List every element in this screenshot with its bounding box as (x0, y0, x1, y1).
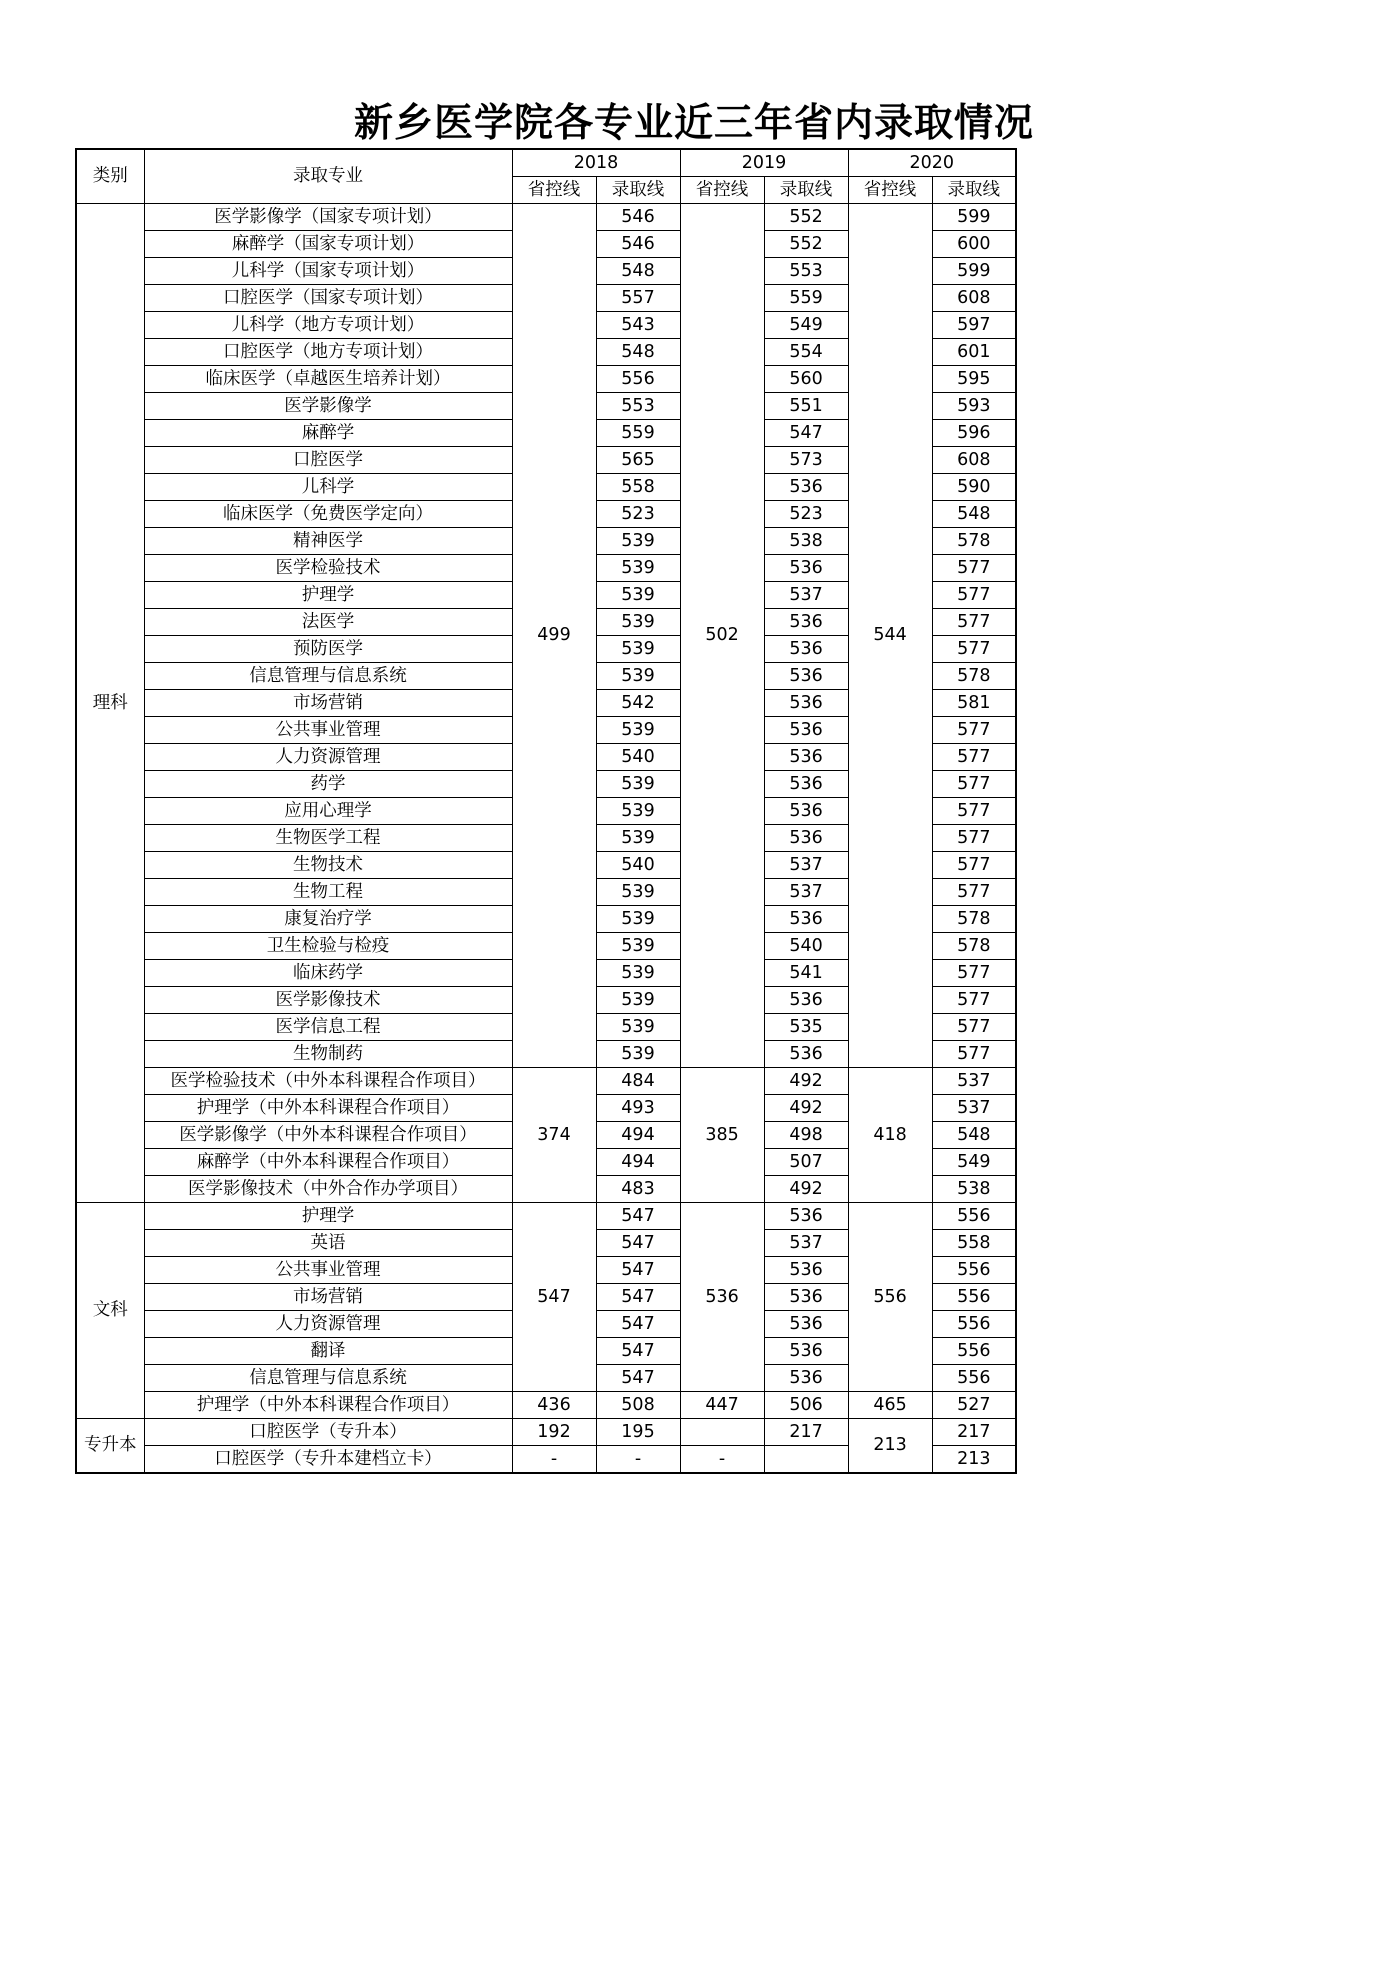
admit-line-2018: 539 (596, 717, 680, 744)
major-cell: 应用心理学 (144, 798, 512, 825)
admit-line-2019: 573 (764, 447, 848, 474)
control-line-2019 (680, 1419, 764, 1446)
admit-line-2018: 539 (596, 987, 680, 1014)
admit-line-2020: 577 (932, 879, 1016, 906)
major-cell: 医学检验技术 (144, 555, 512, 582)
admit-line-2020: 593 (932, 393, 1016, 420)
admit-line-2018: 547 (596, 1257, 680, 1284)
admit-line-2018: 548 (596, 339, 680, 366)
admit-line-2018: 559 (596, 420, 680, 447)
admit-line-2019: 551 (764, 393, 848, 420)
admit-line-2020: 548 (932, 1122, 1016, 1149)
admit-line-2020: 577 (932, 744, 1016, 771)
major-cell: 临床药学 (144, 960, 512, 987)
admit-line-2019: 536 (764, 474, 848, 501)
control-line-2018: 547 (512, 1203, 596, 1392)
major-cell: 麻醉学（国家专项计划） (144, 231, 512, 258)
admission-scores-table (75, 148, 1017, 1474)
admit-line-2020: 527 (932, 1392, 1016, 1419)
table-row (76, 1419, 1016, 1446)
major-cell: 医学检验技术（中外本科课程合作项目） (144, 1068, 512, 1095)
major-cell: 医学影像学（中外本科课程合作项目） (144, 1122, 512, 1149)
admit-line-2019: 507 (764, 1149, 848, 1176)
control-line-2019: 502 (680, 204, 764, 1068)
admit-line-2020: 537 (932, 1068, 1016, 1095)
admit-line-2019: 492 (764, 1068, 848, 1095)
admit-line-2019: 536 (764, 771, 848, 798)
admit-line-2020: 577 (932, 555, 1016, 582)
major-cell: 生物工程 (144, 879, 512, 906)
admit-line-2020: 577 (932, 1041, 1016, 1068)
major-cell: 护理学（中外本科课程合作项目） (144, 1095, 512, 1122)
major-cell: 护理学 (144, 582, 512, 609)
admit-line-2019: 537 (764, 879, 848, 906)
admit-line-2020: 577 (932, 852, 1016, 879)
admit-line-2019: 541 (764, 960, 848, 987)
major-cell: 麻醉学（中外本科课程合作项目） (144, 1149, 512, 1176)
admit-line-2019: 536 (764, 825, 848, 852)
admit-line-2019: 536 (764, 1203, 848, 1230)
admit-line-2019: 536 (764, 1311, 848, 1338)
header-admit-2019: 录取线 (764, 177, 848, 204)
admit-line-2020: 556 (932, 1284, 1016, 1311)
admit-line-2020: 556 (932, 1365, 1016, 1392)
admit-line-2018: 523 (596, 501, 680, 528)
control-line-2020: 556 (848, 1203, 932, 1392)
admit-line-2019: 559 (764, 285, 848, 312)
admit-line-2018: 539 (596, 825, 680, 852)
admit-line-2020: 608 (932, 447, 1016, 474)
major-cell: 生物医学工程 (144, 825, 512, 852)
major-cell: 护理学（中外本科课程合作项目） (144, 1392, 512, 1419)
major-cell: 预防医学 (144, 636, 512, 663)
admit-line-2018: 539 (596, 798, 680, 825)
admit-line-2020: 556 (932, 1203, 1016, 1230)
major-cell: 医学影像学 (144, 393, 512, 420)
header-category: 类别 (76, 149, 144, 204)
admit-line-2018: 539 (596, 1014, 680, 1041)
admit-line-2019: 498 (764, 1122, 848, 1149)
admit-line-2019: 492 (764, 1095, 848, 1122)
admit-line-2020: 596 (932, 420, 1016, 447)
admit-line-2018: 484 (596, 1068, 680, 1095)
admit-line-2019: 536 (764, 555, 848, 582)
admit-line-2019: 492 (764, 1176, 848, 1203)
major-cell: 护理学 (144, 1203, 512, 1230)
major-cell: 口腔医学（地方专项计划） (144, 339, 512, 366)
control-line-2020: 213 (848, 1419, 932, 1474)
table-row (76, 1392, 1016, 1419)
admit-line-2019 (764, 1446, 848, 1474)
admit-line-2020: 548 (932, 501, 1016, 528)
admit-line-2020: 578 (932, 528, 1016, 555)
admit-line-2020: 537 (932, 1095, 1016, 1122)
admit-line-2019: 536 (764, 906, 848, 933)
category-cell-3: 专升本 (76, 1419, 144, 1474)
admit-line-2018: 547 (596, 1338, 680, 1365)
admit-line-2020: 577 (932, 960, 1016, 987)
admit-line-2020: 601 (932, 339, 1016, 366)
admit-line-2019: 536 (764, 1365, 848, 1392)
header-admit-2020: 录取线 (932, 177, 1016, 204)
major-cell: 人力资源管理 (144, 1311, 512, 1338)
admit-line-2020: 217 (932, 1419, 1016, 1446)
admit-line-2019: 537 (764, 852, 848, 879)
header-control-2018: 省控线 (512, 177, 596, 204)
major-cell: 儿科学 (144, 474, 512, 501)
admit-line-2018: 494 (596, 1122, 680, 1149)
header-control-2020: 省控线 (848, 177, 932, 204)
admit-line-2018: 539 (596, 528, 680, 555)
admit-line-2019: 536 (764, 717, 848, 744)
major-cell: 公共事业管理 (144, 1257, 512, 1284)
admit-line-2020: 608 (932, 285, 1016, 312)
admit-line-2020: 556 (932, 1257, 1016, 1284)
admit-line-2018: 546 (596, 231, 680, 258)
admit-line-2020: 577 (932, 825, 1016, 852)
admit-line-2018: 553 (596, 393, 680, 420)
admit-line-2018: 493 (596, 1095, 680, 1122)
admit-line-2020: 577 (932, 582, 1016, 609)
category-cell-2: 文科 (76, 1203, 144, 1419)
admit-line-2018: 539 (596, 771, 680, 798)
major-cell: 生物制药 (144, 1041, 512, 1068)
header-row-years (76, 149, 1016, 177)
admit-line-2018: 547 (596, 1203, 680, 1230)
admit-line-2018: - (596, 1446, 680, 1474)
major-cell: 人力资源管理 (144, 744, 512, 771)
admit-line-2018: 539 (596, 663, 680, 690)
admit-line-2018: 547 (596, 1284, 680, 1311)
control-line-2019: 385 (680, 1068, 764, 1203)
admit-line-2019: 537 (764, 582, 848, 609)
admit-line-2019: 540 (764, 933, 848, 960)
admit-line-2019: 536 (764, 744, 848, 771)
major-cell: 医学影像技术 (144, 987, 512, 1014)
major-cell: 市场营销 (144, 690, 512, 717)
admit-line-2019: 547 (764, 420, 848, 447)
admit-line-2020: 599 (932, 258, 1016, 285)
admit-line-2019: 536 (764, 1338, 848, 1365)
admit-line-2020: 558 (932, 1230, 1016, 1257)
admit-line-2019: 536 (764, 987, 848, 1014)
control-line-2020: 418 (848, 1068, 932, 1203)
header-control-2019: 省控线 (680, 177, 764, 204)
admit-line-2019: 537 (764, 1230, 848, 1257)
admit-line-2019: 536 (764, 663, 848, 690)
admit-line-2018: 483 (596, 1176, 680, 1203)
major-cell: 临床医学（免费医学定向） (144, 501, 512, 528)
major-cell: 信息管理与信息系统 (144, 663, 512, 690)
admit-line-2019: 506 (764, 1392, 848, 1419)
admit-line-2018: 539 (596, 555, 680, 582)
admit-line-2019: 549 (764, 312, 848, 339)
admit-line-2019: 553 (764, 258, 848, 285)
major-cell: 口腔医学（专升本） (144, 1419, 512, 1446)
major-cell: 麻醉学 (144, 420, 512, 447)
admit-line-2018: 543 (596, 312, 680, 339)
admit-line-2018: 546 (596, 204, 680, 231)
admit-line-2018: 548 (596, 258, 680, 285)
admit-line-2018: 494 (596, 1149, 680, 1176)
admit-line-2018: 557 (596, 285, 680, 312)
control-line-2018: 374 (512, 1068, 596, 1203)
admit-line-2020: 213 (932, 1446, 1016, 1474)
page-title: 新乡医学院各专业近三年省内录取情况 (353, 100, 1034, 146)
control-line-2020: 465 (848, 1392, 932, 1419)
table-body (76, 204, 1016, 1474)
control-line-2018: 436 (512, 1392, 596, 1419)
header-year-2020: 2020 (848, 149, 1016, 177)
control-line-2019: 536 (680, 1203, 764, 1392)
control-line-2020: 544 (848, 204, 932, 1068)
header-year-2019: 2019 (680, 149, 848, 177)
admit-line-2020: 578 (932, 663, 1016, 690)
major-cell: 儿科学（地方专项计划） (144, 312, 512, 339)
table-row (76, 1068, 1016, 1095)
admit-line-2019: 536 (764, 636, 848, 663)
control-line-2018: 499 (512, 204, 596, 1068)
admit-line-2018: 539 (596, 933, 680, 960)
major-cell: 医学信息工程 (144, 1014, 512, 1041)
admit-line-2018: 558 (596, 474, 680, 501)
table-row (76, 204, 1016, 231)
admit-line-2020: 600 (932, 231, 1016, 258)
admit-line-2020: 577 (932, 987, 1016, 1014)
major-cell: 医学影像技术（中外合作办学项目） (144, 1176, 512, 1203)
major-cell: 口腔医学 (144, 447, 512, 474)
major-cell: 卫生检验与检疫 (144, 933, 512, 960)
admit-line-2020: 577 (932, 1014, 1016, 1041)
control-line-2018: 192 (512, 1419, 596, 1446)
admit-line-2020: 556 (932, 1311, 1016, 1338)
admit-line-2020: 581 (932, 690, 1016, 717)
admit-line-2019: 538 (764, 528, 848, 555)
major-cell: 口腔医学（专升本建档立卡） (144, 1446, 512, 1474)
admit-line-2020: 577 (932, 636, 1016, 663)
admit-line-2020: 577 (932, 609, 1016, 636)
admit-line-2019: 552 (764, 231, 848, 258)
major-cell: 康复治疗学 (144, 906, 512, 933)
admit-line-2020: 538 (932, 1176, 1016, 1203)
major-cell: 公共事业管理 (144, 717, 512, 744)
admit-line-2019: 536 (764, 1284, 848, 1311)
control-line-2019: 447 (680, 1392, 764, 1419)
major-cell: 信息管理与信息系统 (144, 1365, 512, 1392)
major-cell: 口腔医学（国家专项计划） (144, 285, 512, 312)
admit-line-2018: 556 (596, 366, 680, 393)
admit-line-2018: 547 (596, 1230, 680, 1257)
table-row (76, 1203, 1016, 1230)
admit-line-2018: 508 (596, 1392, 680, 1419)
admit-line-2019: 536 (764, 1041, 848, 1068)
admit-line-2019: 552 (764, 204, 848, 231)
header-year-2018: 2018 (512, 149, 680, 177)
admit-line-2018: 539 (596, 636, 680, 663)
header-major: 录取专业 (144, 149, 512, 204)
admit-line-2020: 577 (932, 771, 1016, 798)
major-cell: 翻译 (144, 1338, 512, 1365)
admit-line-2018: 539 (596, 609, 680, 636)
admission-scores-table-wrap (75, 148, 1015, 1474)
control-line-2018: - (512, 1446, 596, 1474)
major-cell: 医学影像学（国家专项计划） (144, 204, 512, 231)
admit-line-2020: 556 (932, 1338, 1016, 1365)
admit-line-2020: 590 (932, 474, 1016, 501)
admit-line-2018: 539 (596, 582, 680, 609)
major-cell: 法医学 (144, 609, 512, 636)
admit-line-2020: 597 (932, 312, 1016, 339)
admit-line-2020: 578 (932, 906, 1016, 933)
admit-line-2018: 539 (596, 906, 680, 933)
admit-line-2019: 536 (764, 690, 848, 717)
admit-line-2018: 540 (596, 852, 680, 879)
admit-line-2018: 540 (596, 744, 680, 771)
admit-line-2019: 560 (764, 366, 848, 393)
admit-line-2020: 595 (932, 366, 1016, 393)
admit-line-2019: 536 (764, 798, 848, 825)
major-cell: 市场营销 (144, 1284, 512, 1311)
admit-line-2018: 565 (596, 447, 680, 474)
table-head (76, 149, 1016, 204)
admit-line-2019: 554 (764, 339, 848, 366)
admit-line-2018: 542 (596, 690, 680, 717)
admit-line-2020: 578 (932, 933, 1016, 960)
admit-line-2020: 577 (932, 717, 1016, 744)
major-cell: 生物技术 (144, 852, 512, 879)
admit-line-2019: 536 (764, 1257, 848, 1284)
admit-line-2018: 539 (596, 1041, 680, 1068)
major-cell: 精神医学 (144, 528, 512, 555)
admit-line-2020: 599 (932, 204, 1016, 231)
admit-line-2018: 195 (596, 1419, 680, 1446)
admit-line-2018: 539 (596, 960, 680, 987)
major-cell: 儿科学（国家专项计划） (144, 258, 512, 285)
major-cell: 药学 (144, 771, 512, 798)
admit-line-2020: 577 (932, 798, 1016, 825)
major-cell: 英语 (144, 1230, 512, 1257)
admit-line-2018: 547 (596, 1311, 680, 1338)
control-line-2019: - (680, 1446, 764, 1474)
admit-line-2020: 549 (932, 1149, 1016, 1176)
admit-line-2019: 523 (764, 501, 848, 528)
major-cell: 临床医学（卓越医生培养计划） (144, 366, 512, 393)
category-cell-1: 理科 (76, 204, 144, 1203)
admit-line-2019: 217 (764, 1419, 848, 1446)
admit-line-2019: 535 (764, 1014, 848, 1041)
admit-line-2019: 536 (764, 609, 848, 636)
admit-line-2018: 547 (596, 1365, 680, 1392)
admit-line-2018: 539 (596, 879, 680, 906)
header-admit-2018: 录取线 (596, 177, 680, 204)
